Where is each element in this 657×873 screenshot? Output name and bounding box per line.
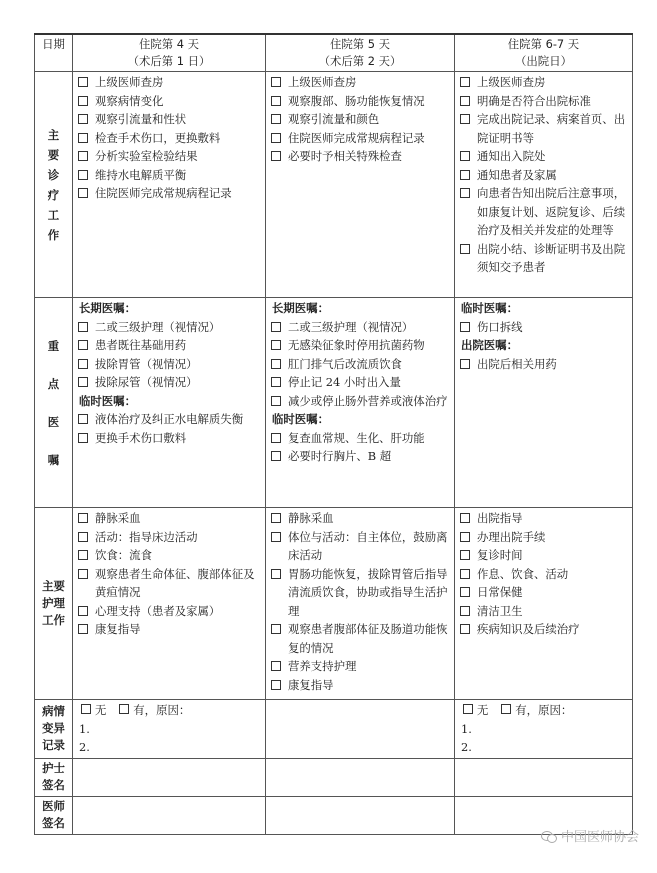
checklist-item-text: 观察腹部、肠功能恢复情况: [288, 93, 425, 108]
variance-options: [458, 701, 629, 720]
checklist-item: [458, 73, 629, 92]
variance-yes-checkbox[interactable]: [501, 704, 511, 714]
checklist-item-text: 出院小结、诊断证明书及出院须知交予患者: [477, 241, 626, 274]
doctor-signature-day4[interactable]: [73, 796, 266, 834]
checklist-item-text: 上级医师查房: [477, 75, 546, 89]
nurse-signature-label: 护士 签名: [35, 758, 73, 796]
checklist-item-text: 住院医师完成常规病程记录: [95, 186, 232, 200]
checklist-item: [458, 355, 629, 374]
checkbox[interactable]: [271, 322, 281, 332]
checklist-item: [76, 336, 262, 355]
wechat-icon: [541, 830, 557, 842]
checkbox[interactable]: [271, 359, 281, 369]
checklist-item-text: 维持水电解质平衡: [95, 167, 187, 182]
checklist-item: [76, 129, 262, 148]
variance-reason-2: 2.: [461, 740, 472, 754]
checkbox[interactable]: [78, 414, 88, 424]
checklist-item-text: 复查血常规、生化、肝功能: [288, 430, 425, 445]
checkbox[interactable]: [78, 322, 88, 332]
checklist-item: [269, 392, 451, 411]
variance-reason-1: 1.: [461, 721, 472, 736]
checkbox[interactable]: [271, 133, 281, 143]
variance-yes-label: 有，原因：: [133, 703, 191, 717]
checkbox[interactable]: [78, 550, 88, 560]
variance-yes-label: 有，原因：: [515, 703, 573, 717]
orders-day5-cell: [266, 298, 455, 508]
checklist-item-text: 停止记 24 小时出入量: [288, 375, 401, 389]
checklist-item: [269, 73, 451, 92]
variance-options: [76, 701, 262, 720]
variance-none-label: 无: [477, 703, 489, 717]
checklist-item: [76, 546, 262, 565]
orders-row-label: 重 点 医 嘱: [35, 298, 73, 508]
checkbox[interactable]: [460, 624, 470, 634]
checkbox[interactable]: [460, 188, 470, 198]
checklist-item: [76, 184, 262, 203]
variance-none-checkbox[interactable]: [81, 704, 91, 714]
checklist-item: [458, 565, 629, 584]
checkbox[interactable]: [460, 77, 470, 87]
checklist: [76, 73, 262, 203]
checklist: [76, 410, 262, 447]
checkbox[interactable]: [460, 114, 470, 124]
checklist-item-text: 办理出院手续: [477, 529, 546, 544]
checklist-item: [458, 92, 629, 111]
checklist-item-text: 通知出入院处: [477, 149, 546, 163]
header-row: [35, 34, 633, 72]
checklist-item: [269, 129, 451, 148]
variance-day4-cell: [73, 700, 266, 759]
checklist-item: [76, 429, 262, 448]
checklist-item: [269, 92, 451, 111]
checklist-item-text: 观察患者生命体征、腹部体征及黄疸情况: [95, 566, 255, 599]
checkbox[interactable]: [78, 340, 88, 350]
discharge-orders-heading: 出院医嘱：: [461, 338, 518, 352]
checklist-item-text: 观察引流量和颜色: [288, 112, 380, 126]
variance-day67-cell: [455, 700, 633, 759]
checklist-item-text: 上级医师查房: [288, 75, 357, 89]
checkbox[interactable]: [460, 513, 470, 523]
checklist-item-text: 出院指导: [477, 511, 523, 525]
checklist: [76, 318, 262, 392]
clinical-pathway-table: [34, 33, 633, 835]
nurse-signature-row: [35, 758, 633, 796]
variance-reason-2: 2.: [79, 740, 90, 754]
checklist-item-text: 必要时予相关特殊检查: [288, 149, 402, 163]
checklist-item-text: 二或三级护理（视情况）: [95, 319, 221, 334]
day67-title: 住院第 6-7 天: [507, 37, 580, 51]
checklist-item-text: 观察患者腹部体征及肠道功能恢复的情况: [288, 622, 448, 655]
variance-none-label: 无: [95, 703, 107, 717]
checklist-item: [269, 336, 451, 355]
diagnosis-day67-cell: [455, 72, 633, 298]
checklist-item: [76, 92, 262, 111]
checklist: [458, 355, 629, 374]
checklist-item-text: 观察引流量和性状: [95, 112, 187, 126]
checklist-item: [76, 565, 262, 602]
doctor-signature-day5[interactable]: [266, 796, 455, 834]
checklist-item-text: 复诊时间: [477, 548, 523, 562]
checklist-item-text: 伤口拆线: [477, 319, 523, 334]
variance-row: [35, 700, 633, 759]
checklist-item: [76, 602, 262, 621]
checklist-item-text: 康复指导: [95, 622, 141, 636]
nursing-day4-cell: [73, 508, 266, 700]
checklist-item: [269, 318, 451, 337]
variance-day5-cell: [266, 700, 455, 759]
variance-none-checkbox[interactable]: [463, 704, 473, 714]
checklist-item: [269, 528, 451, 565]
checkbox[interactable]: [78, 133, 88, 143]
checklist-item-text: 康复指导: [288, 677, 334, 692]
checkbox[interactable]: [460, 532, 470, 542]
checklist-item-text: 向患者告知出院后注意事项，如康复计划、返院复诊、后续治疗及相关并发症的处理等: [477, 186, 626, 237]
day4-header: [73, 34, 266, 72]
checkbox[interactable]: [460, 550, 470, 560]
checklist-item: [458, 166, 629, 185]
checklist: [76, 509, 262, 639]
checkbox[interactable]: [271, 114, 281, 124]
orders-row: [35, 298, 633, 508]
checkbox[interactable]: [271, 532, 281, 542]
day5-subtitle: （术后第 2 天）: [318, 54, 402, 68]
checkbox[interactable]: [78, 569, 88, 579]
checklist-item: [269, 147, 451, 166]
checkbox[interactable]: [271, 624, 281, 634]
orders-day67-cell: [455, 298, 633, 508]
checklist-item: [458, 620, 629, 639]
checklist-item-text: 无感染征象时停用抗菌药物: [288, 338, 425, 352]
nurse-signature-day5[interactable]: [266, 758, 455, 796]
checkbox[interactable]: [460, 606, 470, 616]
checkbox[interactable]: [78, 77, 88, 87]
checklist-item: [458, 110, 629, 147]
checklist-item-text: 二或三级护理（视情况）: [288, 319, 414, 334]
diagnosis-row: [35, 72, 633, 298]
variance-yes-checkbox[interactable]: [119, 704, 129, 714]
checklist-item: [269, 447, 451, 466]
checkbox[interactable]: [460, 151, 470, 161]
nursing-row: [35, 508, 633, 700]
doctor-signature-label: 医师 签名: [35, 796, 73, 834]
checkbox[interactable]: [78, 624, 88, 634]
checklist-item-text: 出院后相关用药: [477, 356, 557, 371]
checkbox[interactable]: [78, 188, 88, 198]
checklist-item-text: 明确是否符合出院标准: [477, 93, 591, 108]
checkbox[interactable]: [78, 513, 88, 523]
checklist-item: [458, 184, 629, 240]
checkbox[interactable]: [78, 377, 88, 387]
checklist-item-text: 静脉采血: [95, 511, 141, 525]
checklist-item: [458, 147, 629, 166]
checkbox[interactable]: [271, 661, 281, 671]
checkbox[interactable]: [460, 170, 470, 180]
checklist-item-text: 分析实验室检验结果: [95, 149, 198, 163]
checklist-item: [76, 110, 262, 129]
checkbox[interactable]: [271, 451, 281, 461]
diagnosis-day5-cell: [266, 72, 455, 298]
checklist-item-text: 通知患者及家属: [477, 167, 557, 182]
checklist-item-text: 心理支持（患者及家属）: [95, 603, 221, 618]
checkbox[interactable]: [78, 114, 88, 124]
checklist-item: [458, 528, 629, 547]
checklist-item: [458, 583, 629, 602]
day67-header: [455, 34, 633, 72]
checklist-item-text: 减少或停止肠外营养或液体治疗: [288, 393, 448, 408]
checklist-item-text: 住院医师完成常规病程记录: [288, 130, 425, 145]
checklist-item-text: 更换手术伤口敷料: [95, 430, 187, 445]
checklist-item: [76, 166, 262, 185]
checklist-item: [269, 657, 451, 676]
checkbox[interactable]: [271, 96, 281, 106]
checklist-item-text: 观察病情变化: [95, 93, 164, 108]
checkbox[interactable]: [271, 377, 281, 387]
checklist-item: [269, 110, 451, 129]
checklist-item: [269, 509, 451, 528]
checkbox[interactable]: [271, 340, 281, 350]
checklist-item-text: 拔除胃管（视情况）: [95, 356, 198, 371]
checkbox[interactable]: [78, 96, 88, 106]
checkbox[interactable]: [271, 569, 281, 579]
checklist-item: [76, 147, 262, 166]
checklist: [458, 318, 629, 337]
watermark: [541, 826, 639, 845]
checklist-item-text: 肛门排气后改流质饮食: [288, 356, 402, 371]
day5-title: 住院第 5 天: [329, 37, 391, 51]
checkbox[interactable]: [271, 396, 281, 406]
checklist-item: [458, 546, 629, 565]
checkbox[interactable]: [271, 680, 281, 690]
checkbox[interactable]: [78, 151, 88, 161]
checkbox[interactable]: [78, 359, 88, 369]
checkbox[interactable]: [271, 513, 281, 523]
checklist-item-text: 患者既往基础用药: [95, 338, 187, 352]
checkbox[interactable]: [271, 433, 281, 443]
checklist: [458, 73, 629, 277]
watermark-text: 中国医师协会: [560, 830, 639, 845]
checklist-item: [76, 528, 262, 547]
variance-row-label: 病情 变异 记录: [35, 700, 73, 759]
checkbox[interactable]: [460, 569, 470, 579]
checkbox[interactable]: [78, 606, 88, 616]
checklist-item-text: 上级医师查房: [95, 75, 164, 89]
checklist-item: [76, 373, 262, 392]
checkbox[interactable]: [78, 170, 88, 180]
checklist-item-text: 清洁卫生: [477, 603, 523, 618]
checklist-item: [76, 73, 262, 92]
checklist-item-text: 日常保健: [477, 585, 523, 599]
checklist: [269, 73, 451, 166]
checklist: [269, 429, 451, 466]
checklist-item: [76, 509, 262, 528]
checklist-item-text: 营养支持护理: [288, 659, 357, 673]
temporary-orders-heading: 临时医嘱：: [272, 412, 329, 426]
nurse-signature-day4[interactable]: [73, 758, 266, 796]
checkbox[interactable]: [78, 433, 88, 443]
temporary-orders-heading: 临时医嘱：: [461, 301, 518, 315]
diagnosis-row-label: 主 要 诊 疗 工 作: [35, 72, 73, 298]
checklist-item-text: 体位与活动：自主体位，鼓励离床活动: [288, 529, 448, 562]
checkbox[interactable]: [271, 151, 281, 161]
nurse-signature-day67[interactable]: [455, 758, 633, 796]
checklist-item: [269, 620, 451, 657]
checklist-item-text: 疾病知识及后续治疗: [477, 622, 580, 636]
checklist-item-text: 检查手术伤口，更换敷料: [95, 130, 221, 145]
day4-subtitle: （术后第 1 日）: [127, 54, 211, 68]
checklist-item-text: 液体治疗及纠正水电解质失衡: [95, 412, 244, 426]
checklist-item: [269, 355, 451, 374]
checklist-item: [458, 509, 629, 528]
checklist: [269, 509, 451, 694]
diagnosis-day4-cell: [73, 72, 266, 298]
variance-reason-1: 1.: [79, 721, 90, 736]
checklist-item-text: 饮食：流食: [95, 548, 152, 562]
checklist-item-text: 完成出院记录、病案首页、出院证明书等: [477, 112, 626, 145]
checklist-item: [76, 355, 262, 374]
checklist-item: [458, 318, 629, 337]
checklist-item: [76, 620, 262, 639]
checklist-item: [269, 676, 451, 695]
nursing-day5-cell: [266, 508, 455, 700]
checklist-item: [458, 602, 629, 621]
checklist-item: [269, 565, 451, 621]
checklist-item: [76, 410, 262, 429]
checkbox[interactable]: [460, 359, 470, 369]
temporary-orders-heading: 临时医嘱：: [79, 393, 136, 408]
checkbox[interactable]: [460, 322, 470, 332]
checklist-item: [76, 318, 262, 337]
nursing-row-label: 主要 护理 工作: [35, 508, 73, 700]
checkbox[interactable]: [460, 96, 470, 106]
checklist-item-text: 胃肠功能恢复，拔除胃管后指导清流质饮食，协助或指导生活护理: [288, 566, 448, 618]
checklist: [458, 509, 629, 639]
checklist: [269, 318, 451, 411]
orders-day4-cell: [73, 298, 266, 508]
checkbox[interactable]: [271, 77, 281, 87]
checklist-item: [458, 240, 629, 277]
nursing-day67-cell: [455, 508, 633, 700]
checklist-item-text: 拔除尿管（视情况）: [95, 375, 198, 389]
date-label: 日期: [35, 34, 73, 72]
long-term-orders-heading: 长期医嘱：: [272, 301, 329, 315]
checklist-item: [269, 373, 451, 392]
day5-header: [266, 34, 455, 72]
checkbox[interactable]: [460, 244, 470, 254]
day4-title: 住院第 4 天: [138, 37, 200, 51]
day67-subtitle: （出院日）: [515, 54, 572, 68]
checkbox[interactable]: [460, 587, 470, 597]
checklist-item: [269, 429, 451, 448]
checkbox[interactable]: [78, 532, 88, 542]
checklist-item-text: 必要时行胸片、B 超: [288, 449, 392, 463]
long-term-orders-heading: 长期医嘱：: [79, 301, 136, 315]
checklist-item-text: 活动：指导床边活动: [95, 529, 198, 544]
checklist-item-text: 作息、饮食、活动: [477, 566, 569, 581]
checklist-item-text: 静脉采血: [288, 511, 334, 525]
